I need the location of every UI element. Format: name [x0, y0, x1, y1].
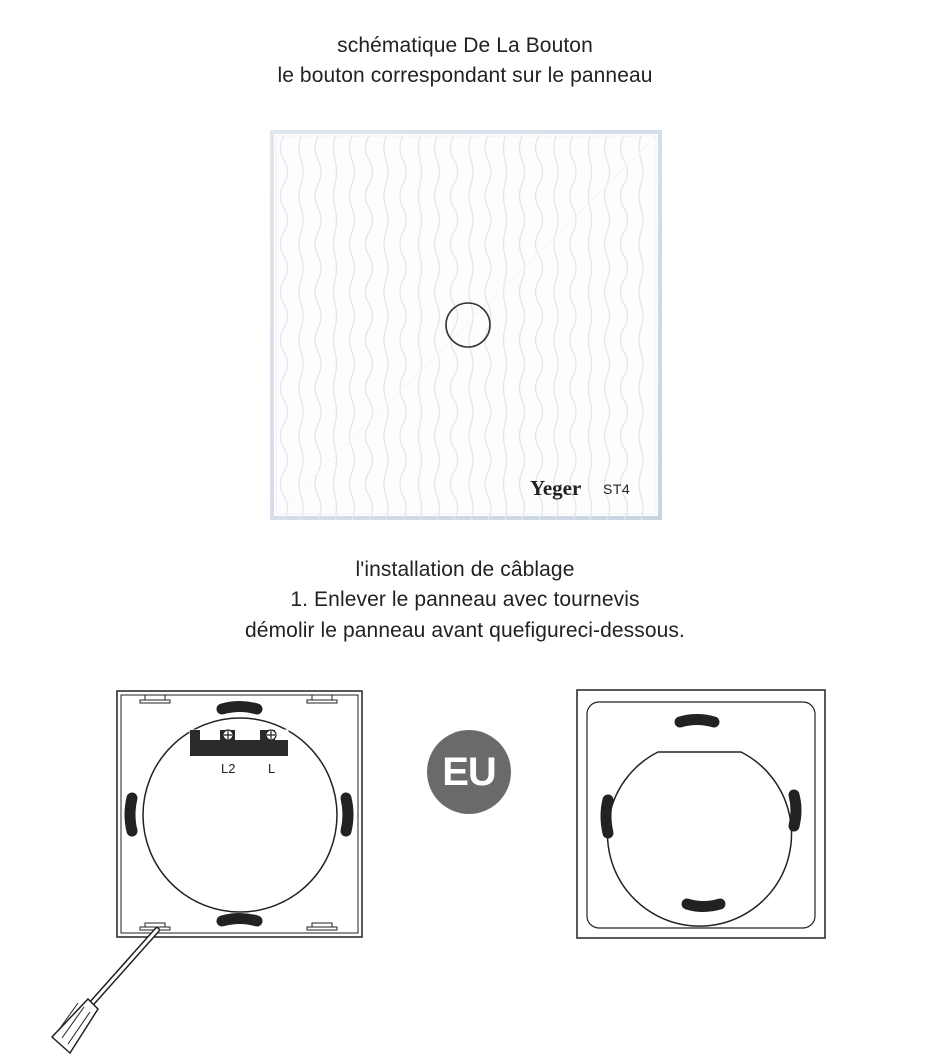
glass-panel — [270, 130, 662, 520]
install-line-2: 1. Enlever le panneau avec tournevis — [290, 588, 640, 611]
model-label: ST4 — [603, 481, 631, 497]
terminal-label-l2: L2 — [221, 761, 236, 776]
switch-back-box-eu — [575, 688, 827, 940]
screwdriver-icon — [52, 930, 157, 1053]
switch-back-box — [40, 685, 370, 1058]
terminal-label-l: L — [268, 761, 276, 776]
title-line-1: schématique De La Bouton — [337, 34, 593, 57]
install-line-3: démolir le panneau avant quefigureci-dessous. — [245, 619, 685, 642]
title-line-2: le bouton correspondant sur le panneau — [277, 64, 653, 87]
eu-badge: EU — [427, 730, 511, 814]
install-line-1: l'installation de câblage — [355, 558, 575, 581]
brand-label: Yeger — [530, 476, 582, 500]
